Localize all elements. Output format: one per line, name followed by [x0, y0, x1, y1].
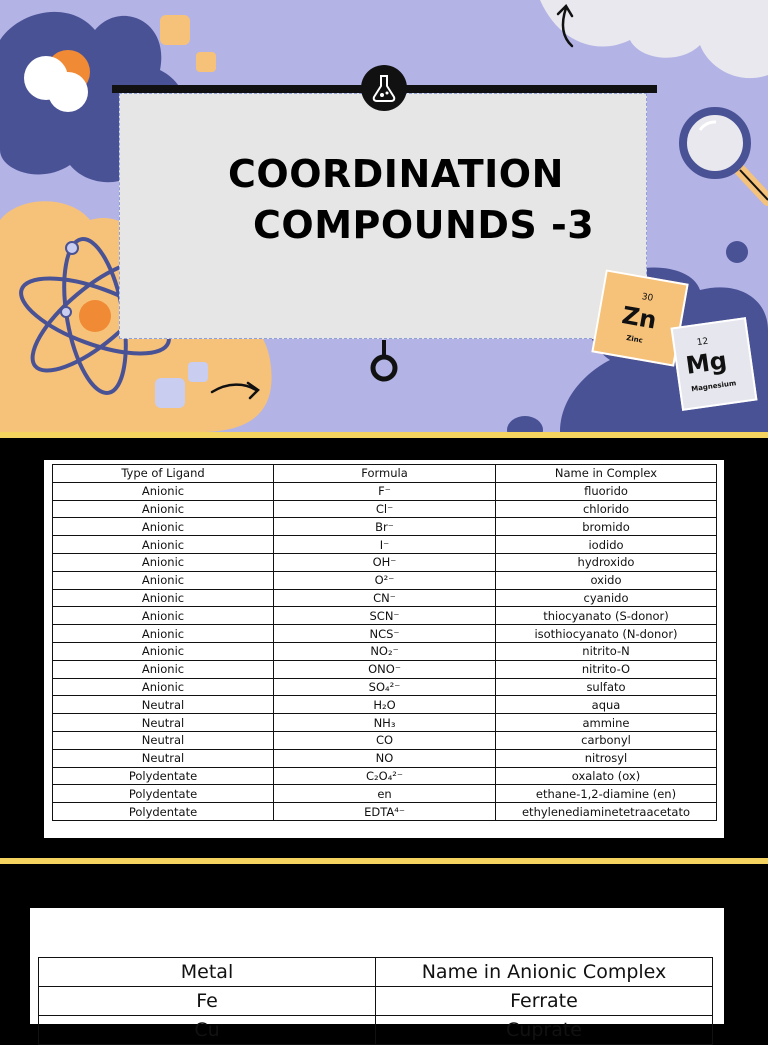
table-cell: isothiocyanato (N-donor) — [496, 625, 717, 643]
table-cell: carbonyl — [496, 731, 717, 749]
table-cell: Anionic — [53, 482, 274, 500]
table-cell: C₂O₄²⁻ — [274, 767, 496, 785]
element-tile-magnesium — [671, 317, 758, 411]
table-cell: iodido — [496, 536, 717, 554]
table-row — [53, 696, 717, 714]
table-cell: Anionic — [53, 660, 274, 678]
table-cell: ethane-1,2-diamine (en) — [496, 785, 717, 803]
table-cell: nitrito-N — [496, 642, 717, 660]
table-cell: CN⁻ — [274, 589, 496, 607]
tile-number: 30 — [640, 292, 654, 304]
header-metal: Metal — [39, 958, 376, 987]
white-cloud-top-right — [540, 0, 768, 78]
table-cell: Anionic — [53, 607, 274, 625]
metal-table — [38, 957, 713, 1045]
table-cell: ethylenediaminetetraacetato — [496, 803, 717, 821]
table-cell: NCS⁻ — [274, 625, 496, 643]
table-row — [53, 749, 717, 767]
table-row — [53, 642, 717, 660]
table-cell: nitrito-O — [496, 660, 717, 678]
table-cell: Anionic — [53, 589, 274, 607]
hook-icon — [373, 340, 395, 379]
header-formula: Formula — [274, 465, 496, 483]
table-row — [53, 482, 717, 500]
table-cell: F⁻ — [274, 482, 496, 500]
table-cell: Neutral — [53, 696, 274, 714]
table-cell: aqua — [496, 696, 717, 714]
header-type: Type of Ligand — [53, 465, 274, 483]
table-cell: OH⁻ — [274, 553, 496, 571]
table-cell: Br⁻ — [274, 518, 496, 536]
table-row — [53, 785, 717, 803]
divider-strip — [0, 858, 768, 864]
table-cell: SO₄²⁻ — [274, 678, 496, 696]
table-cell: en — [274, 785, 496, 803]
table-row — [53, 607, 717, 625]
table-cell: Cuprate — [376, 1016, 713, 1045]
table-cell: Anionic — [53, 518, 274, 536]
table-cell: oxalato (ox) — [496, 767, 717, 785]
table-cell: Anionic — [53, 500, 274, 518]
table-cell: CO — [274, 731, 496, 749]
table-row — [53, 803, 717, 821]
table-cell: cyanido — [496, 589, 717, 607]
table-cell: hydroxido — [496, 553, 717, 571]
table-cell: Polydentate — [53, 767, 274, 785]
divider-strip — [0, 432, 768, 438]
ligand-table-panel — [44, 460, 724, 838]
table-cell: sulfato — [496, 678, 717, 696]
table-cell: Fe — [39, 987, 376, 1016]
table-cell: Anionic — [53, 571, 274, 589]
table-cell: Anionic — [53, 642, 274, 660]
table-cell: chlorido — [496, 500, 717, 518]
tile-symbol: Zn — [619, 301, 659, 335]
table-row — [39, 987, 713, 1016]
table-row — [53, 500, 717, 518]
magnifier-icon — [683, 111, 768, 200]
table-cell: Anionic — [53, 536, 274, 554]
table-cell: thiocyanato (S-donor) — [496, 607, 717, 625]
table-row — [53, 518, 717, 536]
table-row — [53, 553, 717, 571]
table-cell: O²⁻ — [274, 571, 496, 589]
table-cell: Anionic — [53, 678, 274, 696]
table-row — [53, 589, 717, 607]
tile-name: Magnesium — [690, 379, 737, 394]
table-cell: Neutral — [53, 749, 274, 767]
table-cell: ONO⁻ — [274, 660, 496, 678]
table-cell: ammine — [496, 714, 717, 732]
table-cell: oxido — [496, 571, 717, 589]
table-row — [53, 767, 717, 785]
header-anionic-name: Name in Anionic Complex — [376, 958, 713, 987]
table-header-row — [53, 465, 717, 483]
table-cell: Neutral — [53, 731, 274, 749]
tile-number: 12 — [696, 336, 709, 349]
table-row — [53, 571, 717, 589]
table-cell: fluorido — [496, 482, 717, 500]
table-row — [53, 625, 717, 643]
table-cell: Polydentate — [53, 803, 274, 821]
table-cell: SCN⁻ — [274, 607, 496, 625]
table-cell: NO₂⁻ — [274, 642, 496, 660]
title-line-2: COMPOUNDS -3 — [253, 203, 595, 247]
table-row — [53, 678, 717, 696]
table-cell: Anionic — [53, 553, 274, 571]
table-cell: nitrosyl — [496, 749, 717, 767]
table-cell: EDTA⁴⁻ — [274, 803, 496, 821]
table-row — [53, 536, 717, 554]
table-cell: bromido — [496, 518, 717, 536]
table-row — [53, 714, 717, 732]
metal-table-panel — [30, 908, 724, 1041]
tile-symbol: Mg — [684, 346, 729, 380]
ligand-table — [52, 464, 717, 821]
table-cell: Anionic — [53, 625, 274, 643]
title-slide — [0, 0, 768, 432]
table-cell: Neutral — [53, 714, 274, 732]
ligand-table-body — [53, 482, 717, 820]
title-line-1: COORDINATION — [228, 152, 564, 196]
table-cell: NH₃ — [274, 714, 496, 732]
flask-icon — [360, 64, 408, 112]
header-name: Name in Complex — [496, 465, 717, 483]
table-cell: Ferrate — [376, 987, 713, 1016]
table-cell: H₂O — [274, 696, 496, 714]
tile-name: Zinc — [625, 333, 644, 345]
table-cell: I⁻ — [274, 536, 496, 554]
table-cell: Polydentate — [53, 785, 274, 803]
table-row — [53, 660, 717, 678]
table-header-row — [39, 958, 713, 987]
table-row — [53, 731, 717, 749]
metal-table-body — [39, 987, 713, 1045]
table-row — [39, 1016, 713, 1045]
table-cell: NO — [274, 749, 496, 767]
table-cell: Cu — [39, 1016, 376, 1045]
table-cell: Cl⁻ — [274, 500, 496, 518]
